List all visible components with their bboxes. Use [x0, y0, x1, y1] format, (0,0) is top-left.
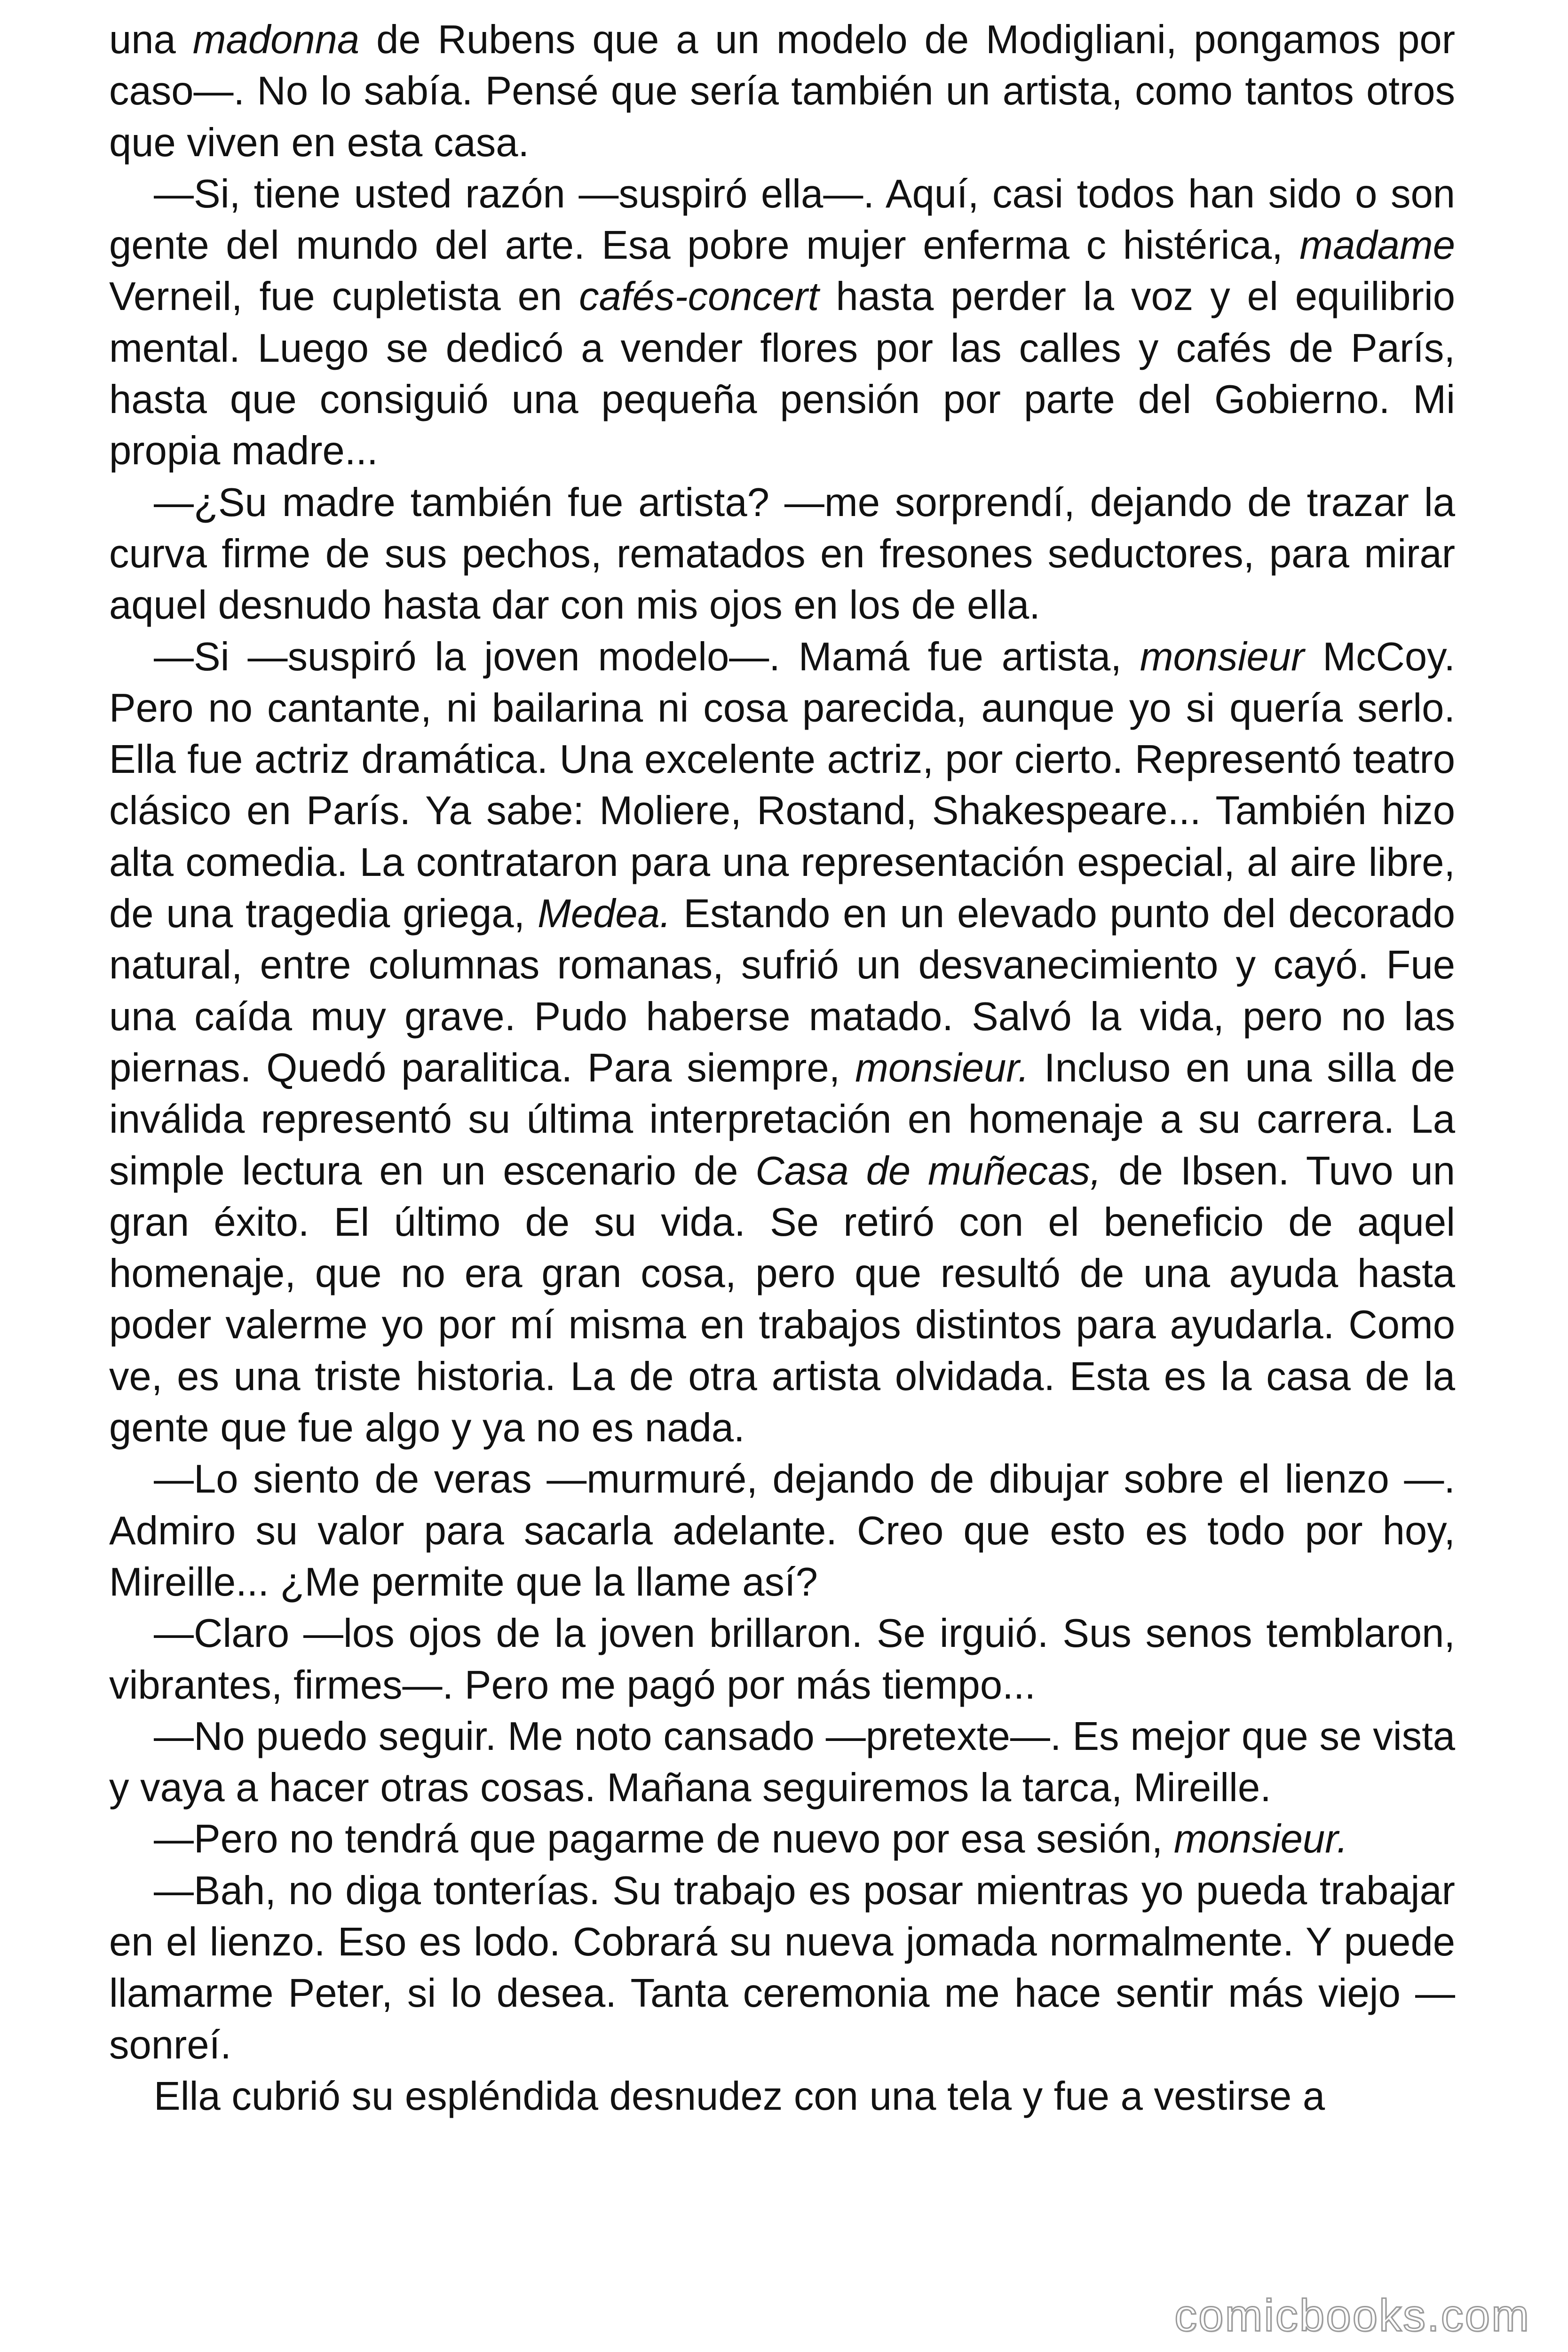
paragraph: [109, 1711, 1455, 1814]
paragraph: [109, 477, 1455, 631]
paragraph: [109, 14, 1455, 168]
text-segment: una: [109, 17, 193, 62]
text-segment: Ella cubrió su espléndida desnudez con una tela y fue a vestirse a: [154, 2074, 1325, 2119]
text-segment: —Pero no tendrá que pagarme de nuevo por esa sesión,: [154, 1817, 1174, 1862]
italic-text-segment: Casa de muñecas,: [755, 1148, 1101, 1193]
text-segment: Estando en un elevado punto del decorado natural, entre columnas romanas, sufrió un desvanecimiento y cayó. Fue una caída muy grave. Pudo haberse matado. Salvó la vida, pero no las piernas. Quedó paralitica. Para siempre,: [109, 891, 1455, 1090]
italic-text-segment: monsieur.: [1173, 1817, 1348, 1862]
body-text: [109, 14, 1455, 2122]
paragraph: [109, 1608, 1455, 1711]
paragraph: [109, 1454, 1455, 1608]
paragraph: [109, 631, 1455, 1454]
text-segment: Verneil, fue cupletista en: [109, 274, 579, 319]
paragraph: [109, 168, 1455, 477]
text-segment: hasta perder la voz y el equilibrio mental. Luego se dedicó a vender flores por las calles y cafés de París, hasta que consiguió una pequeña pensión por parte del Gobierno. Mi propia madre...: [109, 274, 1455, 474]
italic-text-segment: monsieur.: [855, 1045, 1029, 1090]
italic-text-segment: Medea.: [537, 891, 671, 937]
paragraph: [109, 1813, 1455, 1865]
text-segment: —Claro —los ojos de la joven brillaron. Se irguió. Sus senos temblaron, vibrantes, firmes—. Pero me pagó por más tiempo...: [109, 1611, 1455, 1708]
text-segment: Incluso en una silla de inválida representó su última interpretación en homenaje a su carrera. La simple lectura en un escenario de: [109, 1045, 1455, 1193]
text-segment: —Si, tiene usted razón —suspiró ella—. Aquí, casi todos han sido o son gente del mundo del arte. Esa pobre mujer enferma c histérica,: [109, 171, 1455, 268]
text-segment: —No puedo seguir. Me noto cansado —pretexte—. Es mejor que se vista y vaya a hacer otras cosas. Mañana seguiremos la tarca, Mireille.: [109, 1714, 1455, 1811]
text-segment: —Bah, no diga tonterías. Su trabajo es posar mientras yo pueda trabajar en el lienzo. Eso es lodo. Cobrará su nueva jomada normalmente. Y puede llamarme Peter, si lo desea. Tanta ceremonia me hace sentir más viejo —sonreí.: [109, 1868, 1455, 2067]
paragraph: [109, 1865, 1455, 2071]
text-segment: de Ibsen. Tuvo un gran éxito. El último de su vida. Se retiró con el beneficio de aquel homenaje, que no era gran cosa, pero que resultó de una ayuda hasta poder valerme yo por mí misma en trabajos distintos para ayudarla. Como ve, es una triste historia. La de otra artista olvidada. Esta es la casa de la gente que fue algo y ya no es nada.: [109, 1148, 1455, 1451]
text-segment: McCoy. Pero no cantante, ni bailarina ni cosa parecida, aunque yo si quería serlo. Ella fue actriz dramática. Una excelente actriz, por cierto. Representó teatro clásico en París. Ya sabe: Moliere, Rostand, Shakespeare... También hizo alta comedia. La contrataron para una representación especial, al aire libre, de una tragedia griega,: [109, 634, 1455, 937]
italic-text-segment: monsieur: [1140, 634, 1305, 679]
paragraph: [109, 2071, 1455, 2122]
watermark-text: comicbooks.com: [1174, 2290, 1530, 2341]
text-segment: —¿Su madre también fue artista? —me sorprendí, dejando de trazar la curva firme de sus pechos, rematados en fresones seductores, para mirar aquel desnudo hasta dar con mis ojos en los de ella.: [109, 480, 1455, 628]
italic-text-segment: cafés-concert: [579, 274, 819, 319]
text-segment: de Rubens que a un modelo de Modigliani, pongamos por caso—. No lo sabía. Pensé que sería también un artista, como tantos otros que viven en esta casa.: [109, 17, 1456, 165]
text-segment: —Si —suspiró la joven modelo—. Mamá fue artista,: [154, 634, 1140, 679]
italic-text-segment: madonna: [192, 17, 360, 62]
italic-text-segment: madame: [1299, 223, 1455, 268]
text-segment: —Lo siento de veras —murmuré, dejando de dibujar sobre el lienzo —. Admiro su valor para sacarla adelante. Creo que esto es todo por hoy, Mireille... ¿Me permite que la llame así?: [109, 1457, 1455, 1605]
